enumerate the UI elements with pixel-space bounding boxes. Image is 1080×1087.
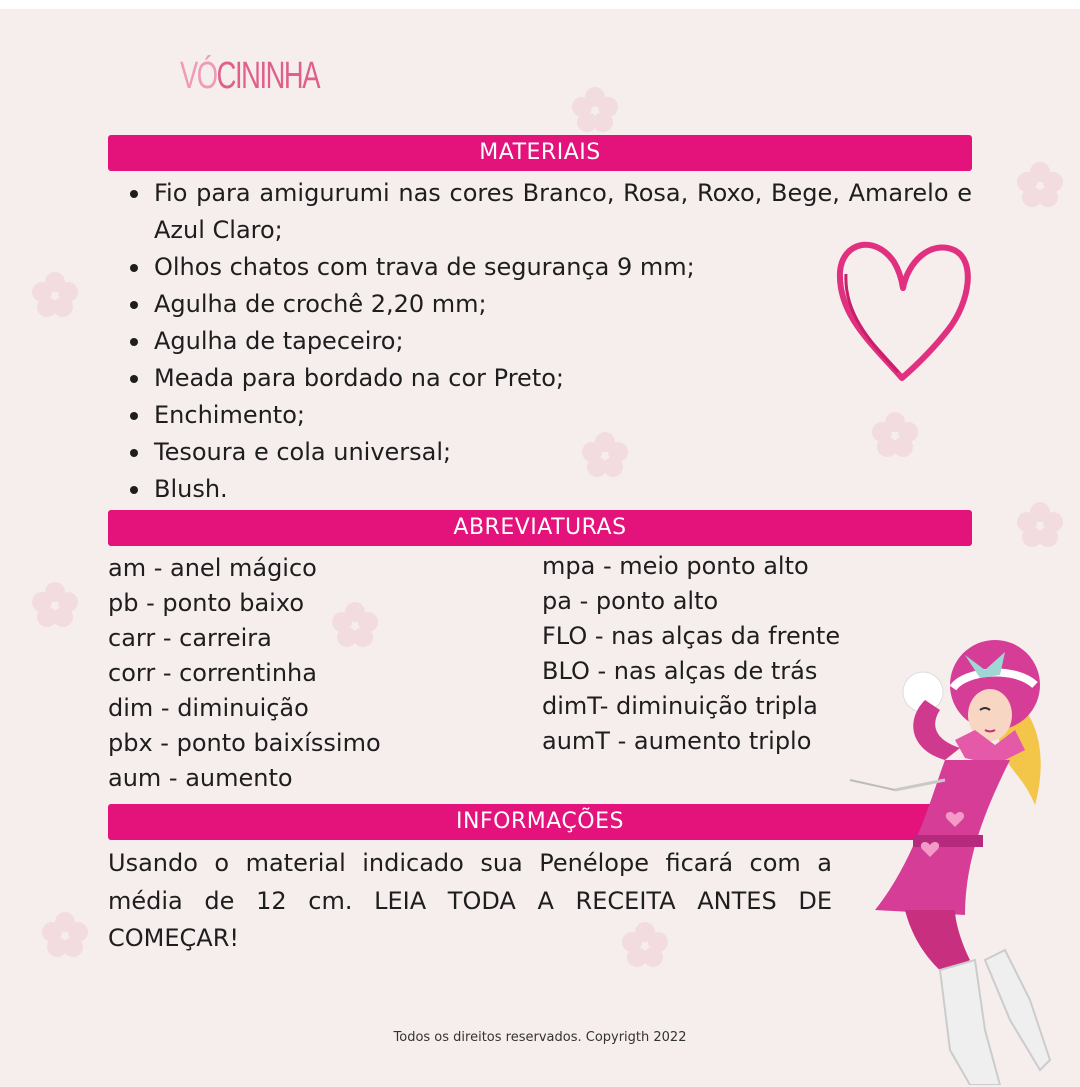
list-item: Agulha de tapeceiro; [120, 323, 972, 360]
list-item: aum - aumento [108, 764, 293, 792]
abbreviations-left-column [108, 551, 381, 796]
flower-icon [30, 580, 80, 630]
list-item: dim - diminuição [108, 694, 309, 722]
copyright-footer: Todos os direitos reservados. Copyrigth 2022 [393, 1030, 687, 1045]
list-item: Blush. [120, 471, 972, 508]
list-item: carr - carreira [108, 624, 272, 652]
section-header-materiais [108, 135, 972, 171]
section-title: MATERIAIS [479, 140, 601, 165]
brand-logo [180, 55, 319, 98]
section-title: ABREVIATURAS [453, 515, 627, 540]
list-item: Olhos chatos com trava de segurança 9 mm; [120, 249, 972, 286]
list-item: pbx - ponto baixíssimo [108, 729, 381, 757]
list-item: dimT- diminuição tripla [542, 692, 818, 720]
list-item: Fio para amigurumi nas cores Branco, Rosa, Roxo, Bege, Amarelo e Azul Claro; [120, 175, 972, 249]
list-item: aumT - aumento triplo [542, 727, 812, 755]
list-item: corr - correntinha [108, 659, 317, 687]
heart-icon [830, 232, 975, 387]
list-item: pb - ponto baixo [108, 589, 304, 617]
list-item: Enchimento; [120, 397, 972, 434]
list-item: mpa - meio ponto alto [542, 552, 809, 580]
list-item: FLO - nas alças da frente [542, 622, 841, 650]
list-item: BLO - nas alças de trás [542, 657, 818, 685]
section-header-abreviaturas [108, 510, 972, 546]
list-item: Meada para bordado na cor Preto; [120, 360, 972, 397]
flower-icon [1015, 160, 1065, 210]
section-title: INFORMAÇÕES [456, 809, 624, 834]
flower-icon [40, 910, 90, 960]
abbreviations-right-column [542, 549, 840, 759]
list-item: Agulha de crochê 2,20 mm; [120, 286, 972, 323]
brand-logo-text: VÓCININHA [180, 55, 320, 97]
info-paragraph: Usando o material indicado sua Penélope ficará com a média de 12 cm. LEIA TODA A RECEITA ANTES DE COMEÇAR! [108, 849, 832, 952]
flower-icon [1015, 500, 1065, 550]
top-border [0, 0, 1080, 9]
list-item: am - anel mágico [108, 554, 317, 582]
list-item: pa - ponto alto [542, 587, 719, 615]
penelope-illustration [835, 630, 1060, 1085]
list-item: Tesoura e cola universal; [120, 434, 972, 471]
flower-icon [570, 85, 620, 135]
flower-icon [30, 270, 80, 320]
